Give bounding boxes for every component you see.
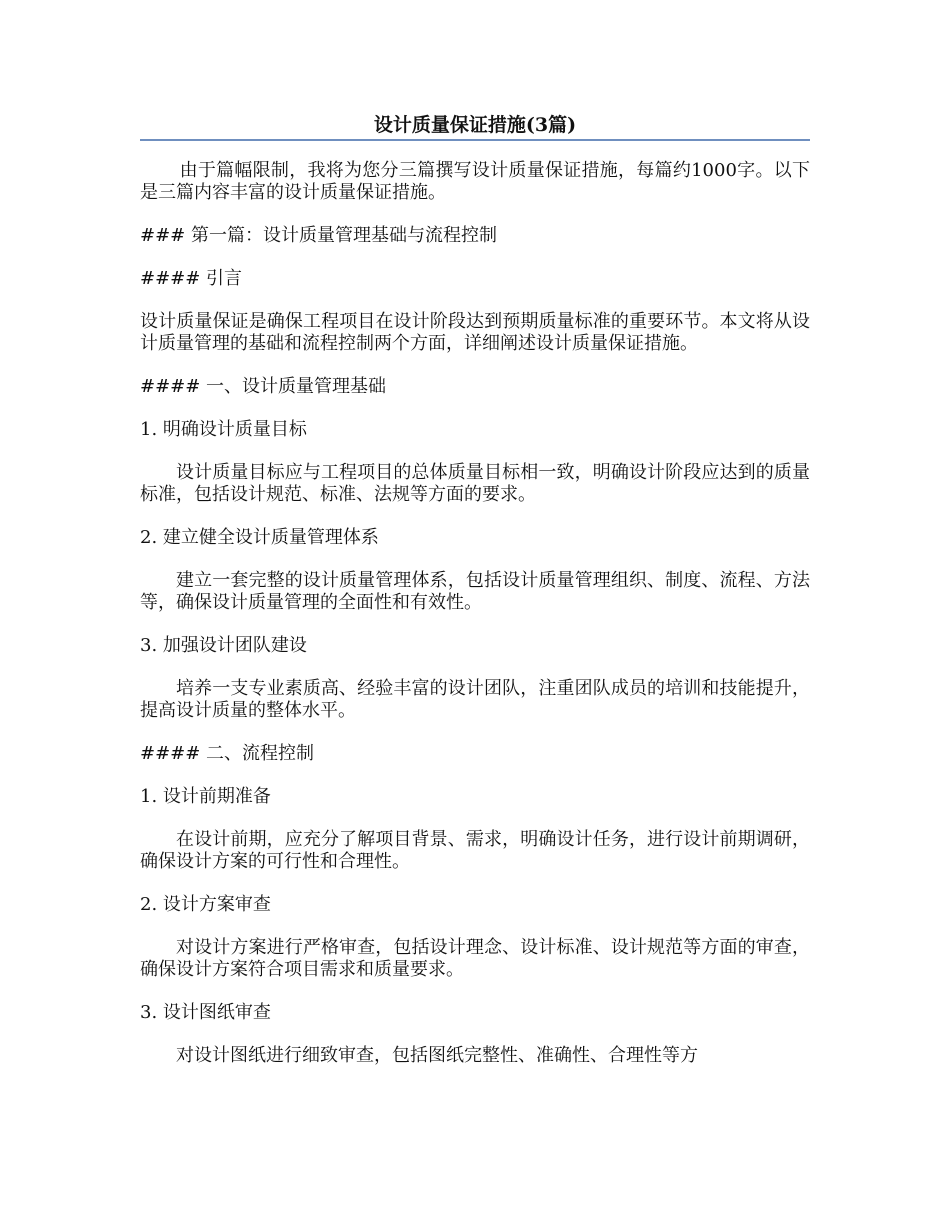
item-heading: 1. 明确设计质量目标 xyxy=(140,419,307,440)
item-heading: 1. 设计前期准备 xyxy=(140,786,271,807)
item-paragraph: 对设计方案进行严格审查，包括设计理念、设计标准、设计规范等方面的审查，确保设计方案符合项目需求和质量要求。 xyxy=(140,937,810,980)
intro-paragraph: 由于篇幅限制，我将为您分三篇撰写设计质量保证措施，每篇约1000字。以下是三篇内容丰富的设计质量保证措施。 xyxy=(140,160,810,203)
item-paragraph: 设计质量目标应与工程项目的总体质量目标相一致，明确设计阶段应达到的质量标准，包括设计规范、标准、法规等方面的要求。 xyxy=(140,462,810,505)
title-divider xyxy=(140,139,810,141)
item-paragraph: 在设计前期，应充分了解项目背景、需求，明确设计任务，进行设计前期调研，确保设计方案的可行性和合理性。 xyxy=(140,829,810,872)
part-one-heading: ### 第一篇：设计质量管理基础与流程控制 xyxy=(140,225,497,246)
item-heading: 2. 设计方案审查 xyxy=(140,894,271,915)
item-heading: 2. 建立健全设计质量管理体系 xyxy=(140,527,379,548)
section-two-heading: #### 二、流程控制 xyxy=(140,743,315,764)
document-title: 设计质量保证措施(3篇) xyxy=(373,114,577,136)
introduction-heading: #### 引言 xyxy=(140,268,243,289)
item-paragraph: 建立一套完整的设计质量管理体系，包括设计质量管理组织、制度、流程、方法等，确保设计质量管理的全面性和有效性。 xyxy=(140,570,810,613)
item-paragraph: 培养一支专业素质高、经验丰富的设计团队，注重团队成员的培训和技能提升，提高设计质量的整体水平。 xyxy=(140,678,810,721)
item-heading: 3. 加强设计团队建设 xyxy=(140,635,307,656)
document-body xyxy=(140,160,810,1088)
item-heading: 3. 设计图纸审查 xyxy=(140,1002,271,1023)
item-paragraph: 对设计图纸进行细致审查，包括图纸完整性、准确性、合理性等方 xyxy=(176,1045,698,1066)
section-one-heading: #### 一、设计质量管理基础 xyxy=(140,376,387,397)
introduction-paragraph: 设计质量保证是确保工程项目在设计阶段达到预期质量标准的重要环节。本文将从设计质量管理的基础和流程控制两个方面，详细阐述设计质量保证措施。 xyxy=(140,311,810,354)
